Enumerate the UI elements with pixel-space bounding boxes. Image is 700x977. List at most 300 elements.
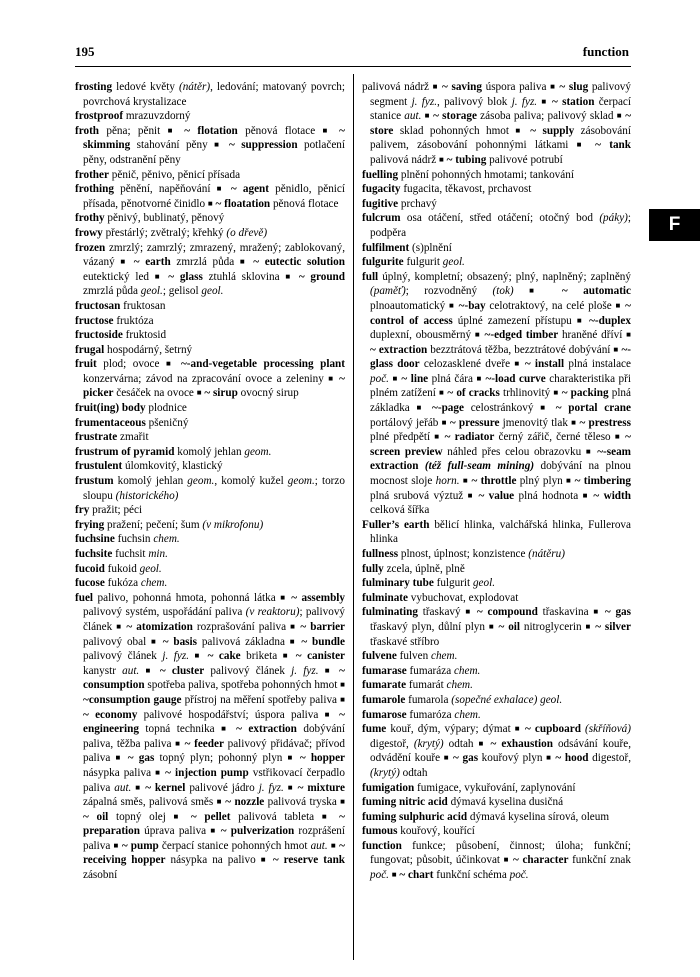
subentry-marker: ■ bbox=[438, 154, 444, 164]
entry-text: celotraktový, na celé ploše bbox=[485, 299, 616, 312]
headword: ~ feeder bbox=[180, 737, 224, 750]
headword: fully bbox=[362, 562, 384, 575]
subentry-marker: ■ bbox=[340, 797, 345, 807]
headword: ~ hopper bbox=[294, 752, 346, 765]
subentry-marker: ■ bbox=[194, 651, 203, 661]
subentry-marker: ■ bbox=[514, 359, 521, 369]
entry-text: rozprašování paliva bbox=[192, 620, 291, 633]
headword: ~ tubing bbox=[443, 153, 487, 166]
entry-text: zmařit bbox=[117, 431, 149, 444]
entry-text: pšeničný bbox=[145, 416, 189, 429]
subentry-marker: ■ bbox=[613, 344, 619, 354]
entry-text: prchavý bbox=[398, 197, 437, 210]
subentry-marker: ■ bbox=[280, 592, 287, 602]
headword: function bbox=[362, 839, 402, 852]
entry-text: plnost, úplnost; konzistence bbox=[398, 548, 529, 560]
entry-text: kouřový, kouřící bbox=[397, 825, 475, 838]
label-italic: (v reaktoru) bbox=[245, 606, 300, 619]
entry-text: funkce; působení, činnost; úloha; funkční; fungovat; působit, účinkovat bbox=[370, 839, 631, 867]
headword: ~ store bbox=[370, 110, 632, 137]
entry-text: kouřový plyn bbox=[478, 752, 547, 765]
dictionary-entry bbox=[362, 693, 631, 708]
entry-text: , ledování; matovaný povrch; povrchová krystalizace bbox=[83, 81, 345, 108]
headword: ~-glass door bbox=[370, 343, 631, 371]
subentry-marker: ■ bbox=[175, 738, 181, 748]
subentry-marker: ■ bbox=[416, 403, 426, 413]
headword: ~ reserve tank bbox=[267, 854, 346, 867]
headword: ~ timbering bbox=[571, 475, 631, 488]
headword: ~ saving bbox=[438, 81, 482, 93]
headword: ~ slug bbox=[555, 81, 589, 93]
entry-text: celostránkový bbox=[463, 402, 541, 415]
headword: ~-seam extraction bbox=[370, 445, 632, 473]
subentry-marker: ■ bbox=[285, 271, 294, 281]
entry-text: úspora paliva bbox=[481, 81, 551, 93]
headword: ~ sirup bbox=[201, 387, 238, 400]
entry-text: palivová nádrž bbox=[370, 153, 439, 166]
headword: ~-edged timber bbox=[480, 329, 559, 342]
label-italic: geol. bbox=[140, 285, 163, 298]
dictionary-entry bbox=[362, 795, 631, 810]
dictionary-entry bbox=[362, 781, 631, 796]
label-italic: chem. bbox=[453, 664, 481, 677]
subentry-marker: ■ bbox=[340, 694, 345, 704]
headword: ~-load curve bbox=[481, 372, 546, 385]
subentry-marker: ■ bbox=[582, 490, 590, 500]
headword: fuming nitric acid bbox=[362, 796, 448, 809]
label-italic: chem. bbox=[446, 679, 473, 692]
label-italic: (krytý) bbox=[413, 737, 444, 750]
entry-text: plný plyn bbox=[516, 475, 567, 488]
label-italic: chem. bbox=[153, 533, 180, 546]
headword: ~ station bbox=[547, 95, 595, 108]
label-italic: aut. bbox=[114, 781, 132, 794]
headword: ~ install bbox=[520, 358, 565, 371]
headword: ~ width bbox=[589, 489, 631, 502]
headword: ~ barrier bbox=[296, 620, 346, 633]
dictionary-entry bbox=[362, 518, 631, 547]
subentry-marker: ■ bbox=[593, 607, 601, 617]
headword: fructosan bbox=[75, 299, 121, 312]
subentry-marker: ■ bbox=[154, 271, 163, 281]
entry-text: hraněné dříví bbox=[558, 329, 627, 342]
entry-text: briketa bbox=[240, 650, 283, 663]
dictionary-entry bbox=[362, 182, 631, 197]
headword: fumarole bbox=[362, 693, 406, 706]
headword: fuming sulphuric acid bbox=[362, 810, 468, 823]
entry-text: dobývání paliva, těžba paliva bbox=[83, 723, 345, 750]
entry-text: fukóza bbox=[104, 577, 141, 590]
subentry-marker: ■ bbox=[289, 636, 297, 646]
entry-text: třaskavé stříbro bbox=[370, 635, 440, 648]
dictionary-entry bbox=[362, 211, 631, 240]
headword: ~-bay bbox=[454, 299, 486, 312]
headword: ~ eutectic solution bbox=[247, 256, 345, 269]
headword: ~ gas bbox=[600, 606, 631, 619]
headword: frying bbox=[75, 518, 105, 531]
entry-text: pěnová flotace bbox=[237, 124, 323, 137]
label-italic: j. fyz. bbox=[162, 650, 189, 663]
subentry-marker: ■ bbox=[449, 300, 455, 310]
dictionary-entry bbox=[75, 591, 345, 883]
entry-text: úlomkovitý, klastický bbox=[122, 460, 223, 473]
entry-text: dobývání na plnou mocnost sloje bbox=[370, 460, 632, 488]
entry-text: úprava paliva bbox=[139, 825, 211, 838]
headword: ~ ground bbox=[293, 270, 346, 283]
subentry-marker: ■ bbox=[514, 724, 521, 734]
entry-text: plná základka bbox=[370, 387, 631, 415]
entry-text: fumigace, vykuřování, zaplynování bbox=[414, 781, 576, 794]
entry-text: palivová základna bbox=[197, 635, 290, 648]
entry-text: fruktóza bbox=[113, 314, 154, 327]
headword: ~ atomization bbox=[122, 620, 193, 633]
headword: ~ exhaustion bbox=[485, 737, 553, 750]
headword: ~ control of access bbox=[370, 299, 631, 327]
label-italic: chem. bbox=[454, 708, 481, 721]
entry-text: ; torzo sloupu bbox=[83, 475, 345, 502]
entry-text: komolý jehlan bbox=[113, 475, 188, 488]
headword: ~ suppression bbox=[222, 139, 298, 152]
dictionary-entry bbox=[362, 708, 631, 723]
label-italic: min. bbox=[148, 548, 168, 560]
entry-text: palivová tableta bbox=[230, 810, 322, 823]
dictionary-entry bbox=[362, 591, 631, 606]
headword: ~ screen preview bbox=[370, 431, 631, 458]
label-italic: (o dřevě) bbox=[226, 226, 268, 239]
subentry-marker: ■ bbox=[260, 855, 268, 865]
entry-text: ovocný sirup bbox=[237, 387, 299, 400]
subentry-marker: ■ bbox=[167, 125, 177, 135]
entry-text: třaskavý bbox=[417, 606, 466, 619]
subentry-marker: ■ bbox=[467, 490, 475, 500]
headword: frothy bbox=[75, 212, 105, 225]
headword: ~ receiving hopper bbox=[83, 839, 345, 867]
subentry-marker: ■ bbox=[115, 753, 123, 763]
entry-text: nitroglycerin bbox=[520, 620, 586, 633]
headword: ~ gas bbox=[449, 752, 479, 765]
label-italic: aut. bbox=[310, 839, 328, 852]
entry-text: kouř, dým, výpary; dýmat bbox=[386, 723, 515, 736]
subentry-marker: ■ bbox=[585, 446, 593, 456]
headword: fumigation bbox=[362, 781, 415, 794]
headword: ~ oil bbox=[494, 620, 521, 633]
entry-text: eutektický led bbox=[83, 270, 155, 283]
entry-text: hospodárný, šetrný bbox=[104, 343, 193, 356]
dictionary-entry bbox=[75, 576, 345, 591]
entry-text: topná technika bbox=[138, 723, 222, 736]
headword: ~ cake bbox=[202, 650, 241, 663]
entry-text: celozasklené dveře bbox=[419, 358, 515, 371]
entry-text: zásoba paliva; palivový sklad bbox=[476, 110, 617, 123]
headword: fuel bbox=[75, 591, 94, 604]
entry-text: fulgurit bbox=[433, 577, 473, 590]
headword: fuelling bbox=[362, 168, 399, 181]
subentry-marker: ■ bbox=[155, 767, 162, 777]
entry-text: plná instalace bbox=[564, 358, 631, 371]
subentry-marker: ■ bbox=[503, 855, 510, 865]
entry-text: plodnice bbox=[145, 402, 187, 415]
entry-text: palivové hospodářství; úspora paliva bbox=[137, 708, 325, 721]
headword: fugacity bbox=[362, 183, 401, 196]
dictionary-entry bbox=[75, 80, 345, 109]
entry-text: plná srubová výztuž bbox=[370, 489, 468, 502]
label-italic: geol. bbox=[139, 562, 162, 575]
headword: frosting bbox=[75, 81, 113, 93]
label-italic: geol. bbox=[201, 285, 224, 298]
headword: ~ preparation bbox=[83, 810, 345, 838]
subentry-marker: ■ bbox=[165, 359, 175, 369]
subentry-marker: ■ bbox=[585, 621, 592, 631]
headword: ~ gas bbox=[122, 752, 155, 765]
subentry-marker: ■ bbox=[324, 665, 333, 675]
entry-text: plnoautomatický bbox=[370, 299, 449, 312]
entry-text: ; rozvodněný bbox=[405, 285, 493, 298]
dictionary-entry bbox=[75, 343, 345, 358]
label-italic: aut. bbox=[122, 664, 140, 677]
dictionary-entry bbox=[362, 839, 631, 883]
dictionary-entry bbox=[75, 430, 345, 445]
entry-text: fumarát bbox=[406, 679, 447, 692]
subentry-marker: ■ bbox=[529, 286, 547, 296]
subentry-marker: ■ bbox=[321, 811, 332, 821]
entry-text: plnění pohonných hmotami; tankování bbox=[398, 168, 574, 181]
entry-text: palivový systém, uspořádání paliva bbox=[83, 606, 246, 619]
headword: frumentaceous bbox=[75, 416, 146, 429]
entry-text: palivové potrubí bbox=[486, 153, 563, 166]
dictionary-entry bbox=[362, 605, 631, 649]
entry-text: digestoř, bbox=[588, 752, 631, 765]
entry-text: zásobní bbox=[83, 869, 118, 882]
entry-text: digestoř, bbox=[370, 737, 414, 750]
headword: frustrum of pyramid bbox=[75, 445, 175, 458]
headword: ~ engineering bbox=[83, 708, 345, 736]
headword: frugal bbox=[75, 343, 105, 356]
headword: ~ silver bbox=[591, 620, 631, 633]
entry-text: česáček na ovoce bbox=[113, 387, 197, 400]
label-italic: (sopečné exhalace) geol. bbox=[451, 693, 563, 706]
headword: frostproof bbox=[75, 110, 124, 123]
subentry-marker: ■ bbox=[488, 621, 495, 631]
headword: ~ consumption bbox=[83, 664, 345, 692]
dictionary-entry bbox=[75, 445, 345, 460]
subentry-marker: ■ bbox=[553, 388, 559, 398]
headword: frozen bbox=[75, 241, 106, 254]
headword: fulminate bbox=[362, 591, 408, 604]
headword: fuchsite bbox=[75, 548, 113, 560]
dictionary-entry bbox=[75, 226, 345, 241]
headword: ~ supply bbox=[523, 124, 575, 137]
subentry-marker: ■ bbox=[328, 373, 335, 383]
entry-text: fumaróza bbox=[406, 708, 455, 721]
headword: ~-duplex bbox=[584, 314, 631, 327]
subentry-marker: ■ bbox=[207, 198, 213, 208]
subentry-marker: ■ bbox=[474, 330, 481, 340]
dictionary-entry bbox=[75, 211, 345, 226]
dictionary-entry bbox=[75, 299, 345, 314]
headword: full bbox=[362, 270, 379, 283]
label-italic: (páky) bbox=[599, 212, 628, 225]
headword: fry bbox=[75, 504, 90, 517]
entry-text: fumaráza bbox=[406, 664, 454, 677]
entry-text: zásobování palivem, zásobování pohonnými látkami bbox=[370, 124, 631, 152]
entry-text: topný olej bbox=[108, 810, 174, 823]
entry-text: zápalná směs, palivová směs bbox=[83, 796, 217, 809]
subentry-marker: ■ bbox=[614, 432, 622, 442]
dictionary-entry bbox=[75, 547, 345, 562]
headword: frustrate bbox=[75, 431, 118, 444]
subentry-marker: ■ bbox=[434, 432, 441, 442]
headword: fruit bbox=[75, 358, 97, 371]
dictionary-entry bbox=[362, 810, 631, 825]
entry-text: plná hodnota bbox=[514, 489, 583, 502]
label-italic: (skříňová) bbox=[585, 723, 631, 736]
subentry-marker: ■ bbox=[566, 476, 572, 486]
label-italic: geom. bbox=[287, 475, 315, 488]
headword: ~ pulverization bbox=[216, 825, 295, 838]
headword: ~ oil bbox=[83, 810, 109, 823]
dictionary-entry bbox=[362, 678, 631, 693]
label-italic: (paměť) bbox=[370, 285, 406, 298]
subentry-marker: ■ bbox=[210, 826, 217, 836]
headword: fructose bbox=[75, 314, 114, 327]
subentry-marker: ■ bbox=[550, 82, 556, 91]
entry-text: pěnění, napěňování bbox=[113, 183, 217, 196]
column-divider bbox=[353, 74, 354, 960]
dictionary-entry bbox=[362, 80, 631, 168]
subentry-marker: ■ bbox=[432, 82, 439, 91]
label-italic: chem. bbox=[431, 650, 458, 663]
subentry-marker: ■ bbox=[441, 417, 447, 427]
subentry-marker: ■ bbox=[476, 373, 482, 383]
entry-text: mrazuvzdorný bbox=[123, 110, 191, 123]
headword: ~ value bbox=[474, 489, 515, 502]
headword: ~ kernel bbox=[141, 781, 186, 794]
entry-text: vybuchovat, explodovat bbox=[408, 591, 519, 604]
subentry-marker: ■ bbox=[196, 388, 202, 398]
entry-text: (též full-seam mining) bbox=[424, 460, 535, 473]
subentry-marker: ■ bbox=[462, 476, 469, 486]
label-italic: geom. bbox=[187, 475, 215, 488]
headword: fulminary tube bbox=[362, 577, 434, 590]
entry-text: topný plyn; pohonný plyn bbox=[154, 752, 288, 765]
entry-text: ledové květy bbox=[112, 81, 179, 93]
entry-text: bezztrátová těžba, bezztrátové dobývání bbox=[427, 343, 614, 356]
dictionary-entry bbox=[362, 255, 631, 270]
entry-text: násypka paliva bbox=[83, 766, 156, 779]
entry-text: úplné zamezení přístupu bbox=[452, 314, 577, 327]
subentry-marker: ■ bbox=[173, 811, 184, 821]
entry-text: palivový přidávač; přívod paliva bbox=[83, 737, 345, 765]
entry-text: pěnič, pěnivo, pěnicí přísada bbox=[108, 168, 241, 181]
headword: ~-and-vegetable processing plant bbox=[174, 358, 345, 371]
headword: fumarose bbox=[362, 708, 407, 721]
entry-text: přestárlý; zvětralý; křehký bbox=[102, 226, 227, 239]
headword: ~ throttle bbox=[468, 475, 517, 488]
entry-text bbox=[514, 285, 529, 297]
headword: ~ glass bbox=[162, 270, 203, 283]
dictionary-entry bbox=[75, 328, 345, 343]
dictionary-entry bbox=[75, 168, 345, 183]
entry-text: dýmavá kyselina dusičná bbox=[447, 796, 564, 809]
entry-text: pražit; péci bbox=[89, 504, 143, 517]
subentry-marker: ■ bbox=[515, 125, 524, 135]
headword: ~ mixture bbox=[293, 781, 346, 794]
headword: ~ portal crane bbox=[548, 402, 631, 415]
label-italic: (v mikrofonu) bbox=[202, 518, 264, 531]
entry-text: celková šířka bbox=[370, 504, 430, 517]
entry-text: pěnivý, bublinatý, pěnový bbox=[104, 212, 225, 225]
entry-text: třaskavý plyn, důlní plyn bbox=[370, 620, 489, 633]
headword: fulgurite bbox=[362, 256, 404, 269]
dictionary-entry bbox=[75, 241, 345, 299]
headword: ~ flotation bbox=[176, 124, 238, 137]
entry-text: odsávání kouře, odvádění kouře bbox=[370, 737, 631, 765]
headword: frother bbox=[75, 168, 109, 181]
dictionary-entry bbox=[75, 532, 345, 547]
entry-text: duplexní, obousměrný bbox=[370, 329, 475, 342]
subentry-marker: ■ bbox=[391, 870, 397, 880]
headword: ~ bundle bbox=[296, 635, 346, 648]
label-italic: geom. bbox=[244, 445, 272, 458]
dictionary-entry bbox=[362, 722, 631, 780]
headword: ~consumption gauge bbox=[83, 693, 182, 706]
headword: ~ skimming bbox=[83, 124, 345, 152]
subentry-marker: ■ bbox=[216, 184, 225, 194]
entry-text: potlačení pěny, odstranění pěny bbox=[83, 139, 345, 166]
headword: frustulent bbox=[75, 460, 123, 473]
headword: ~ nozzle bbox=[221, 796, 265, 809]
subentry-marker: ■ bbox=[626, 330, 631, 340]
subentry-marker: ■ bbox=[546, 753, 552, 763]
entry-text: pěnová flotace bbox=[270, 197, 339, 210]
entry-text: úplný, kompletní; obsazený; plný, naplněný; zaplněný bbox=[378, 270, 631, 283]
headword: fucose bbox=[75, 577, 105, 590]
entry-text: charakteristika při plném zatížení bbox=[370, 372, 631, 400]
entry-text: palivová nádrž bbox=[362, 81, 433, 93]
label-italic: poč. bbox=[370, 372, 389, 385]
subentry-marker: ■ bbox=[615, 300, 622, 310]
entry-text: sklad pohonných hmot bbox=[393, 124, 516, 137]
entry-text: zmrzlá půda bbox=[83, 285, 141, 298]
entry-text: konzervárna; závod na zpracování ovoce a zeleniny bbox=[83, 372, 329, 385]
dictionary-entry bbox=[75, 562, 345, 577]
dictionary-entry bbox=[75, 474, 345, 503]
entry-text: trhlinovitý bbox=[499, 387, 554, 400]
dictionary-entry bbox=[362, 664, 631, 679]
subentry-marker: ■ bbox=[214, 140, 223, 150]
entry-text: fugacita, těkavost, prchavost bbox=[400, 183, 532, 196]
dictionary-entry bbox=[75, 182, 345, 211]
entry-text: odtah bbox=[443, 737, 479, 750]
headword: ~ picker bbox=[83, 372, 345, 400]
page-number: 195 bbox=[75, 44, 95, 59]
headword: frothing bbox=[75, 183, 114, 196]
subentry-marker: ■ bbox=[287, 782, 294, 792]
headword: ~-page bbox=[425, 402, 464, 415]
dictionary-entry bbox=[362, 197, 631, 212]
entry-text: stahování pěny bbox=[130, 139, 215, 152]
headword: frustum bbox=[75, 475, 114, 488]
dictionary-entry bbox=[362, 562, 631, 577]
subentry-marker: ■ bbox=[287, 753, 295, 763]
headword: ~ basis bbox=[157, 635, 197, 648]
entry-text: , palivový blok bbox=[437, 95, 512, 108]
headword: ~ packing bbox=[558, 387, 609, 400]
entry-text: fruktosid bbox=[122, 329, 167, 342]
entry-text: palivový segment bbox=[370, 81, 631, 108]
entry-text: přístroj na měření spotřeby paliva bbox=[181, 693, 341, 706]
subentry-marker: ■ bbox=[576, 140, 587, 150]
